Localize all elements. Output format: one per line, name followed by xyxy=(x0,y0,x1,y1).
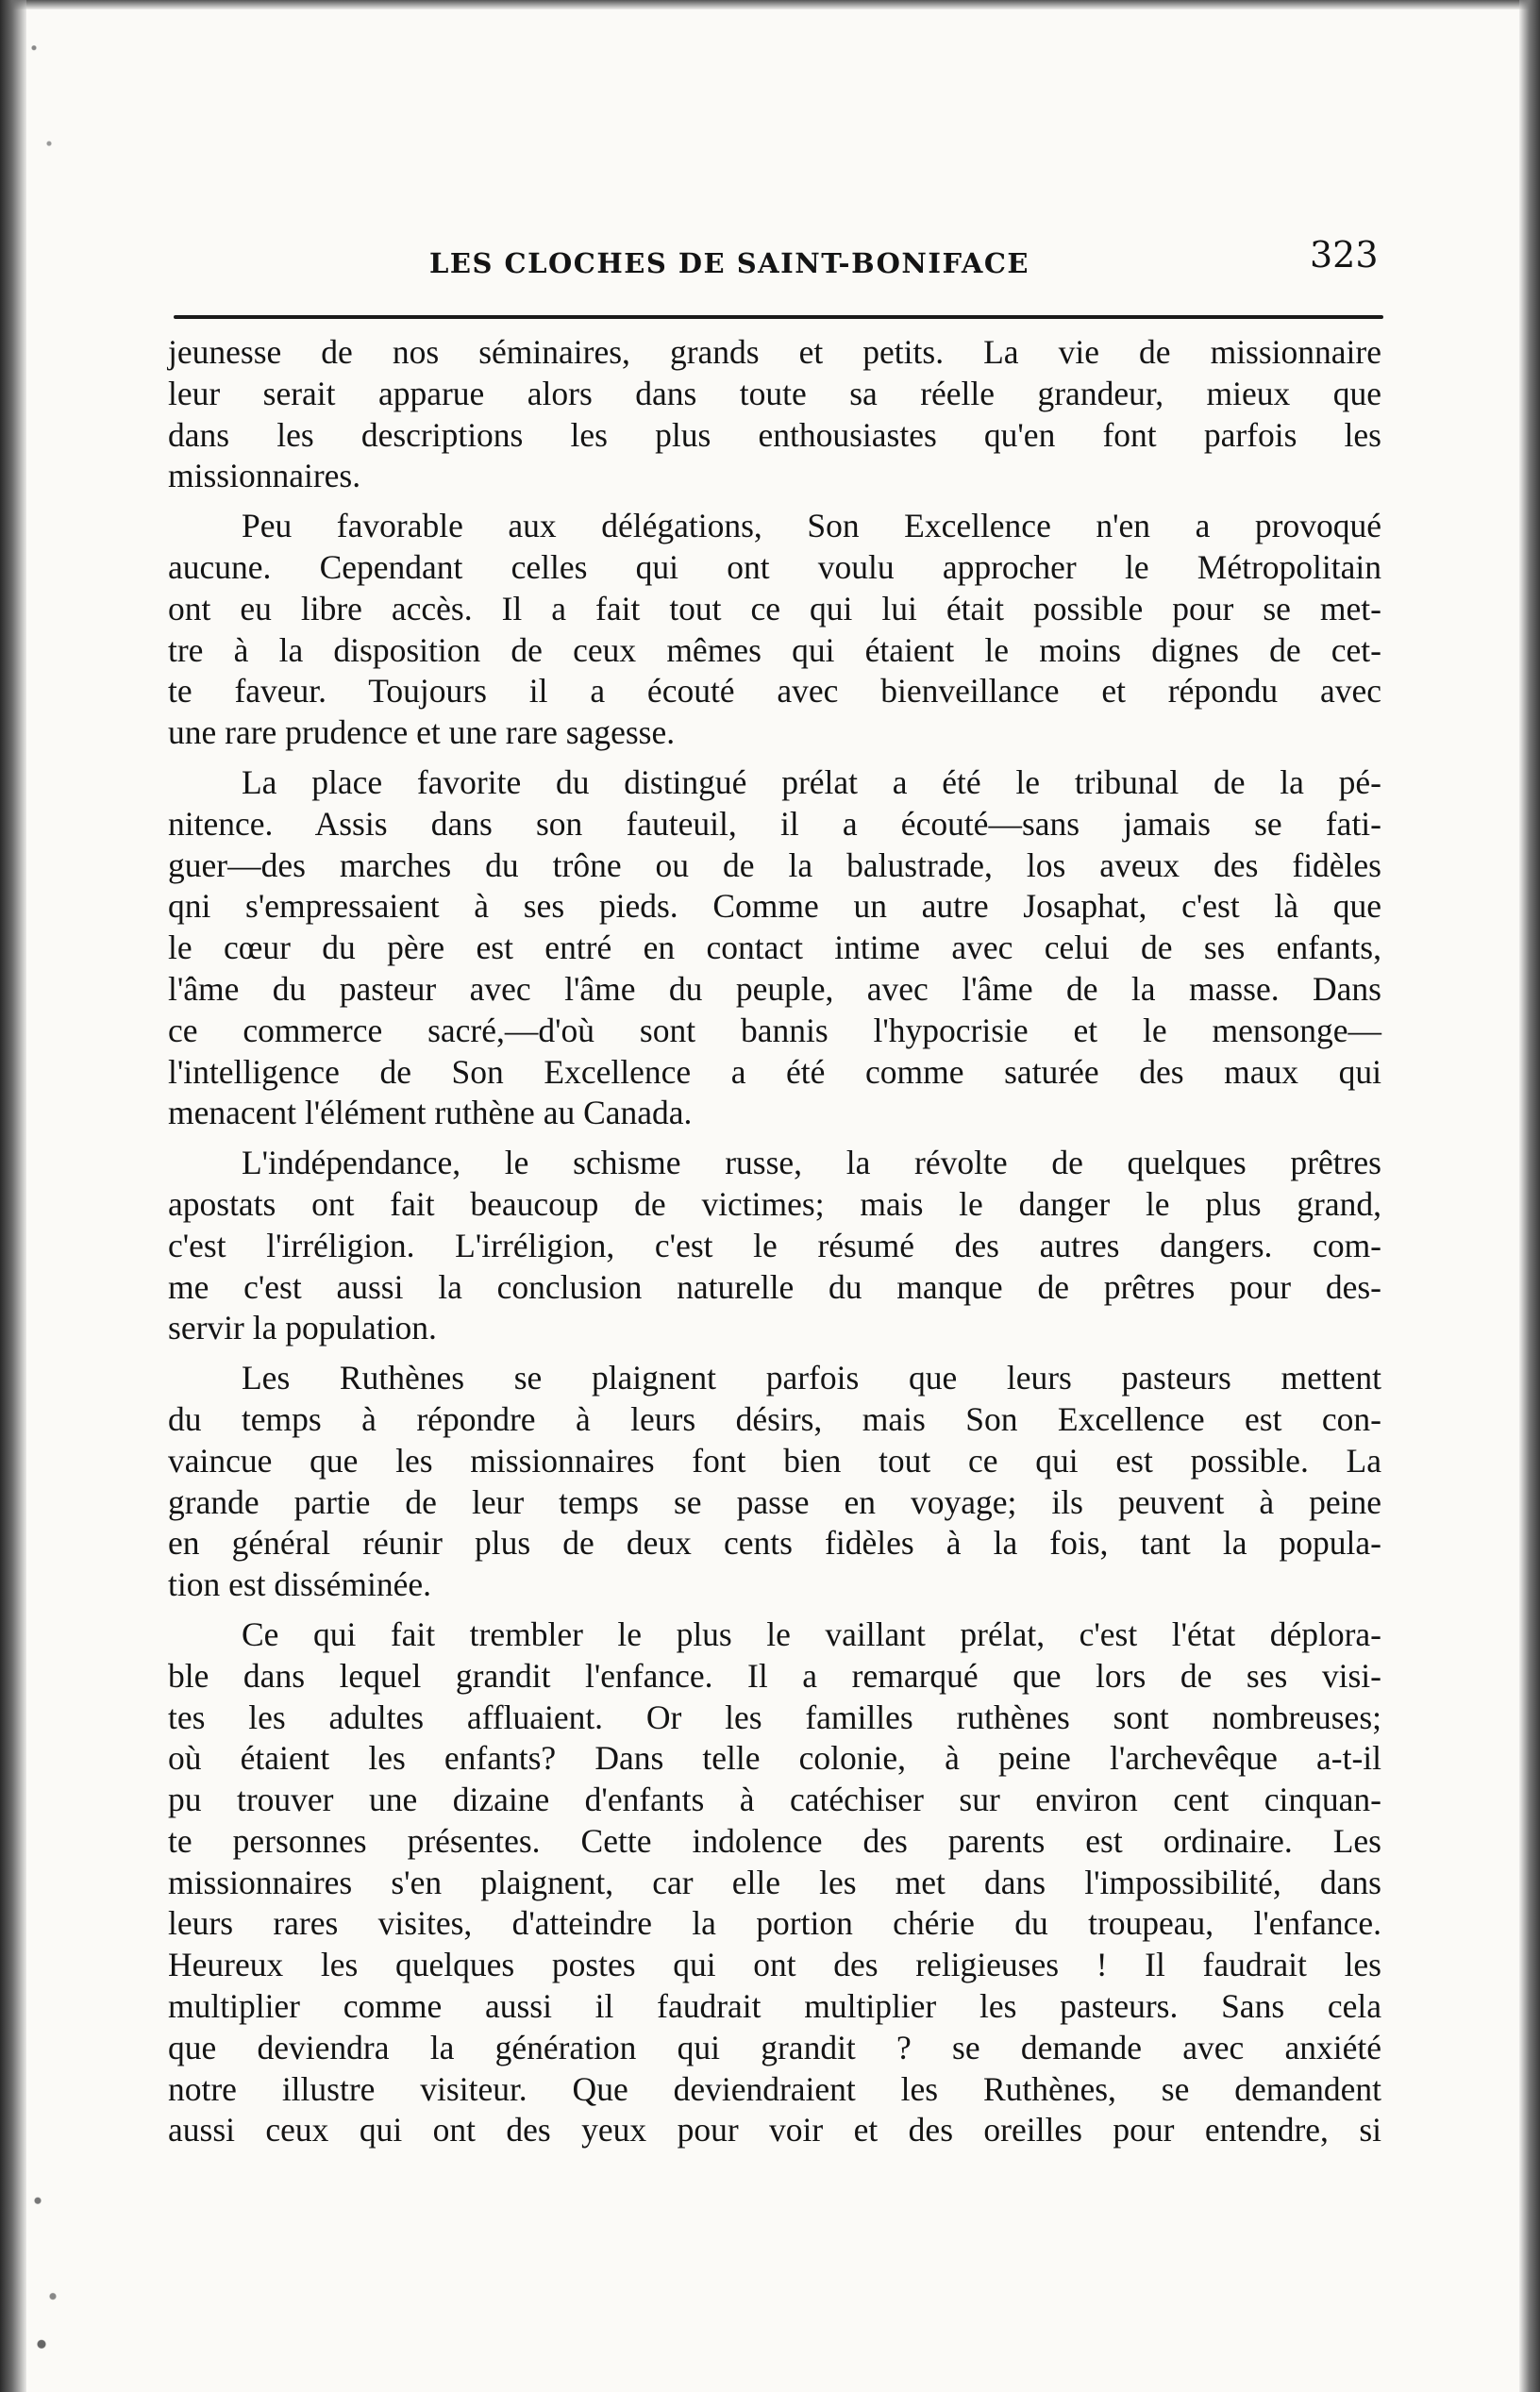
scan-speckle xyxy=(26,0,64,2392)
text-line: où étaient les enfants? Dans telle colonie, à peine l'archevêque a-t-il xyxy=(168,1739,1381,1778)
text-line: multiplier comme aussi il faudrait multiplier les pasteurs. Sans cela xyxy=(168,1987,1381,2026)
paragraph xyxy=(168,762,1381,1134)
text-line: dans les descriptions les plus enthousiastes qu'en font parfois les xyxy=(168,415,1381,454)
paragraph xyxy=(168,1614,1381,2151)
text-line: grande partie de leur temps se passe en voyage; ils peuvent à peine xyxy=(168,1482,1381,1521)
text-line: missionnaires s'en plaignent, car elle les met dans l'impossibilité, dans xyxy=(168,1863,1381,1901)
scan-edge-left xyxy=(0,0,26,2392)
text-line: vaincue que les missionnaires font bien tout ce qui est possible. La xyxy=(168,1441,1381,1480)
text-line: pu trouver une dizaine d'enfants à catéchiser sur environ cent cinquan- xyxy=(168,1781,1381,1819)
text-line: tes les adultes affluaient. Or les familles ruthènes sont nombreuses; xyxy=(168,1698,1381,1736)
text-line: le cœur du père est entré en contact intime avec celui de ses enfants, xyxy=(168,928,1381,967)
text-line: aucune. Cependant celles qui ont voulu approcher le Métropolitain xyxy=(168,547,1381,586)
text-line: tre à la disposition de ceux mêmes qui étaient le moins dignes de cet- xyxy=(168,630,1381,669)
text-line: apostats ont fait beaucoup de victimes; mais le danger le plus grand, xyxy=(168,1184,1381,1223)
text-line: La place favorite du distingué prélat a été le tribunal de la pé- xyxy=(242,762,1381,801)
text-line: Les Ruthènes se plaignent parfois que leurs pasteurs mettent xyxy=(242,1359,1381,1397)
text-line: aussi ceux qui ont des yeux pour voir et des oreilles pour entendre, si xyxy=(168,2111,1381,2149)
text-line: l'âme du pasteur avec l'âme du peuple, avec l'âme de la masse. Dans xyxy=(168,969,1381,1008)
text-line: qni s'empressaient à ses pieds. Comme un autre Josaphat, c'est là que xyxy=(168,887,1381,926)
text-line: ble dans lequel grandit l'enfance. Il a remarqué que lors de ses visi- xyxy=(168,1656,1381,1695)
text-line: nitence. Assis dans son fauteuil, il a écouté—sans jamais se fati- xyxy=(168,804,1381,843)
text-line: du temps à répondre à leurs désirs, mais Son Excellence est con- xyxy=(168,1399,1381,1438)
paragraph xyxy=(168,332,1381,497)
page-header xyxy=(175,234,1382,291)
text-line: leurs rares visites, d'atteindre la portion chérie du troupeau, l'enfance. xyxy=(168,1904,1381,1943)
text-line: jeunesse de nos séminaires, grands et petits. La vie de missionnaire xyxy=(168,333,1381,371)
text-line: l'intelligence de Son Excellence a été comme saturée des maux qui xyxy=(168,1052,1381,1091)
text-line: une rare prudence et une rare sagesse. xyxy=(168,713,676,752)
text-line: Heureux les quelques postes qui ont des religieuses ! Il faudrait les xyxy=(168,1946,1381,1984)
text-line: tion est disséminée. xyxy=(168,1565,432,1604)
text-line: Peu favorable aux délégations, Son Excellence n'en a provoqué xyxy=(242,507,1381,545)
text-line: te personnes présentes. Cette indolence des parents est ordinaire. Les xyxy=(168,1821,1381,1860)
text-line: menacent l'élément ruthène au Canada. xyxy=(168,1094,693,1132)
text-line: guer—des marches du trône ou de la balustrade, los aveux des fidèles xyxy=(168,845,1381,884)
text-line: c'est l'irréligion. L'irréligion, c'est le résumé des autres dangers. com- xyxy=(168,1226,1381,1264)
scan-edge-right xyxy=(1519,0,1540,2392)
paragraph xyxy=(168,506,1381,754)
page-number: 323 xyxy=(1310,234,1379,276)
text-line: leur serait apparue alors dans toute sa réelle grandeur, mieux que xyxy=(168,374,1381,412)
text-line: servir la population. xyxy=(168,1309,437,1347)
text-line: ont eu libre accès. Il a fait tout ce qui lui était possible pour se met- xyxy=(168,589,1381,627)
running-title: LES CLOCHES DE SAINT-BONIFACE xyxy=(429,247,1030,279)
header-rule xyxy=(174,315,1383,319)
text-line: Ce qui fait trembler le plus le vaillant prélat, c'est l'état déplora- xyxy=(242,1614,1381,1653)
text-line: en général réunir plus de deux cents fidèles à la fois, tant la popula- xyxy=(168,1524,1381,1563)
paragraph xyxy=(168,1143,1381,1349)
text-line: missionnaires. xyxy=(168,457,361,495)
body-text xyxy=(168,332,1381,2151)
text-line: notre illustre visiteur. Que deviendraient les Ruthènes, se demandent xyxy=(168,2069,1381,2108)
text-line: ce commerce sacré,—d'où sont bannis l'hypocrisie et le mensonge— xyxy=(168,1011,1381,1049)
text-line: que deviendra la génération qui grandit ? se demande avec anxiété xyxy=(168,2028,1381,2066)
text-line: L'indépendance, le schisme russe, la révolte de quelques prêtres xyxy=(242,1144,1381,1182)
scan-edge-top xyxy=(0,0,1540,9)
text-line: te faveur. Toujours il a écouté avec bienveillance et répondu avec xyxy=(168,672,1381,711)
text-line: me c'est aussi la conclusion naturelle du manque de prêtres pour des- xyxy=(168,1267,1381,1306)
paragraph xyxy=(168,1358,1381,1606)
